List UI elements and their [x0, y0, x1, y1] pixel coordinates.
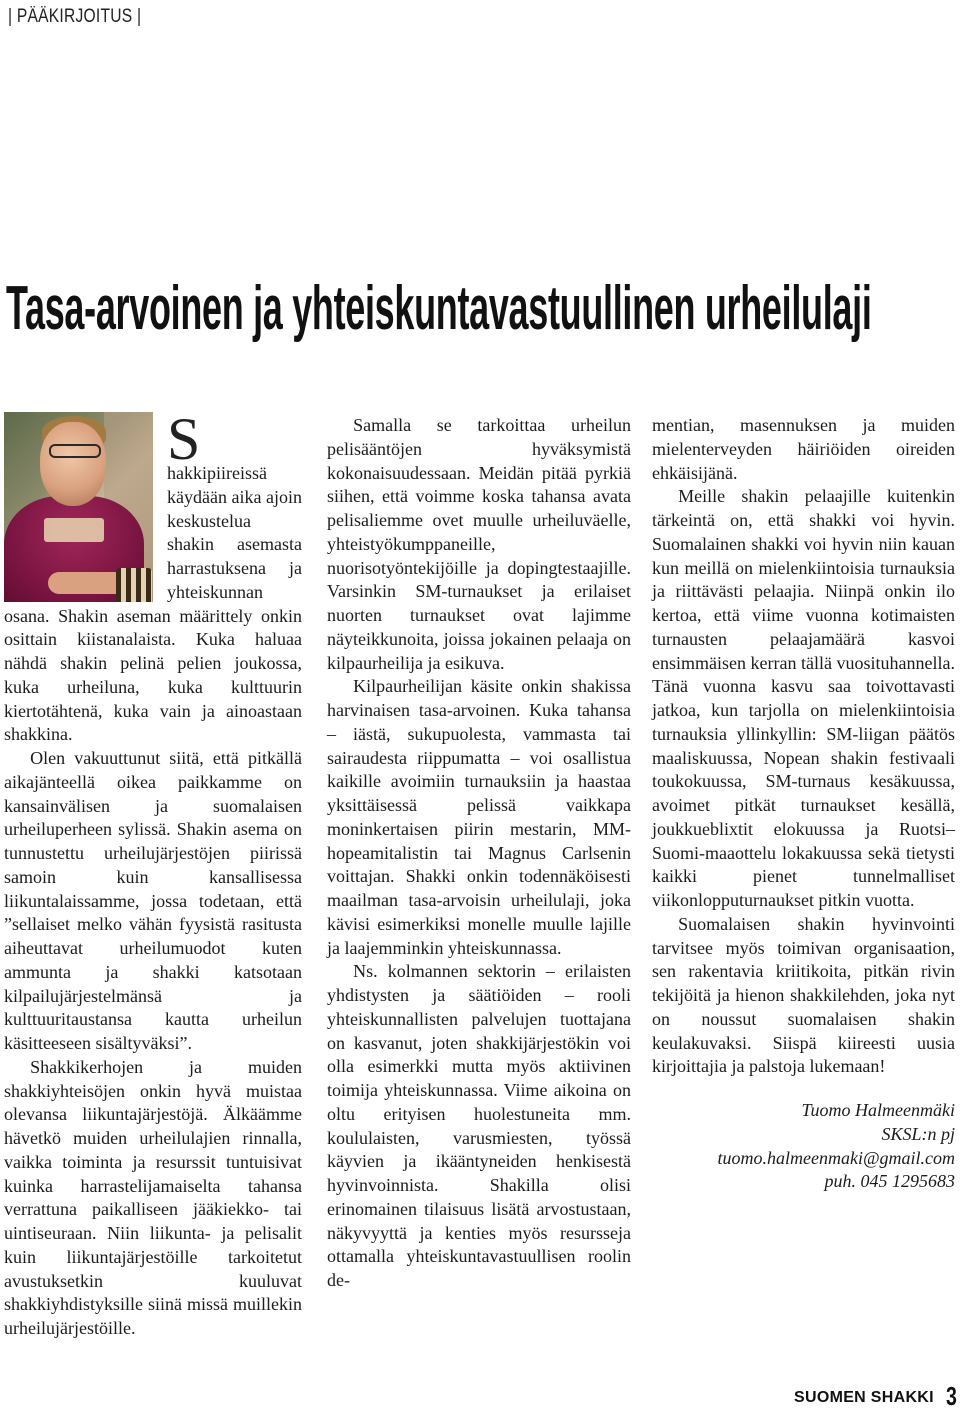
paragraph: Meille shakin pelaajille kuitenkin tärkeintä on, että shakki voi hyvin. Suomalainen shakki voi hyvin niin kauan kun meillä on mielenkiintoisia turnauksia ja riittävästi pelaajia. Niinpä onkin ilo kertoa, että viime vuonna kotimaisten turnausten pelaajamäärä kasvoi ensimmäisen kerran tällä vuosituhannella. Tänä vuonna kasvu saa toivottavasti jatkoa, kun tarjolla on mielenkiintoisia turnauksia yllinkyllin: SM-liigan päätös maaliskuussa, Nopean shakin festivaali toukokuussa, SM-turnaus kesäkuussa, avoimet pitkät turnaukset kesällä, joukkueblixtit elokuussa ja Ruotsi–Suomi-maaottelu lokakuussa sekä tietysti kaikki pienet tunnelmalliset viikonlopputurnaukset pitkin vuotta.: [652, 486, 955, 910]
author-role: SKSL:n pj: [881, 1123, 955, 1144]
paragraph: Olen vakuuttunut siitä, että pitkällä aikajänteellä oikea paikkamme on kansainvälisen ja suomalaisen urheiluperheen sylissä. Shakin asema on tunnustettu urheilujärjestöjen piirissä samoin kuin kansallisessa liikuntalaissamme, jossa todetaan, että ”sellaiset melko vähän fyysistä rasitusta aiheuttavat urheilumuodot kuten ammunta ja shakki katsotaan kilpailujärjestelmänsä ja kulttuuritaustansa kautta urheilun käsitteeseen sisältyväksi”.: [4, 748, 302, 1053]
section-tag: | PÄÄKIRJOITUS |: [8, 6, 142, 27]
article-column-2: [327, 414, 631, 1293]
paragraph: Suomalaisen shakin hyvinvointi tarvitsee myös toimivan organisaation, sen rakentavia kriitikoita, pitkän rivin tekijöitä ja hienon shakkilehden, joka nyt on noussut suomalaisen shakin keulakuvaksi. Siispä kiireesti uusia kirjoittajia ja palstoja lukemaan!: [652, 913, 955, 1077]
signature-block: [652, 1099, 955, 1194]
paragraph-text: hakkipiireissä käydään aika ajoin keskustelua shakin asemasta harrastuksena ja yhteiskunnan osana. Shakin aseman määrittely onkin osittain kiistanalaista. Kuka haluaa nähdä shakin pelinä pelien joukossa, kuka urheiluna, kuka kulttuurin kiertotähtenä, kuka vain ja ainoastaan shakkina.: [4, 463, 302, 745]
author-name: Tuomo Halmeenmäki: [801, 1100, 955, 1120]
author-phone: puh. 045 1295683: [824, 1171, 955, 1192]
paragraph: Samalla se tarkoittaa urheilun pelisääntöjen hyväksymistä kokonaisuudessaan. Meidän pitää pyrkiä siihen, että voimme koska tahansa avata pelisaliemme ovet muulle urheiluväelle, yhteistyökumppaneille, nuorisotyöntekijöille ja dopingtestaajille. Varsinkin SM-turnaukset ja erilaiset nuorten turnaukset ovat lajimme näyteikkunoita, joissa jokainen pelaaja on kilpaurheilija ja esikuva.: [327, 415, 631, 673]
article-column-1: [4, 406, 302, 1341]
publication-name: SUOMEN SHAKKI: [794, 1389, 934, 1406]
article-column-3: [652, 414, 955, 1194]
paragraph: Shakkikerhojen ja muiden shakkiyhteisöjen onkin hyvä muistaa olevansa liikuntajärjestöjä. Älkäämme hävetkö muiden urheilulajien rinnalla, vaikka toiminta ja resurssit tuntuisivat kuinka harrastelijamaiselta tahansa verrattuna paikalliseen jääkiekko- tai uintiseuraan. Niin liikunta- ja pelisalit kuin liikuntajärjestöille tarkoitetut avustuksetkin kuuluvat shakkiyhdistyksille siinä missä muillekin urheilujärjestöille.: [4, 1056, 302, 1338]
paragraph: Kilpaurheilijan käsite onkin shakissa harvinaisen tasa-arvoinen. Kuka tahansa – iästä, sukupuolesta, vammasta tai sairaudesta riippumatta – voi osallistua kaikille avoimiin turnauksiin ja haastaa yksittäisessä pelissä vaikkapa moninkertaisen piirin mestarin, MM-hopeamitalistin tai Magnus Carlsenin voittajan. Shakki onkin todennäköisesti maailman tasa-arvoisin urheilulaji, joka kävisi esimerkiksi monelle muulle lajille ja laajemminkin yhteiskunnassa.: [327, 676, 631, 958]
paragraph: mentian, masennuksen ja muiden mielenterveyden häiriöiden oireiden ehkäisijänä.: [652, 415, 955, 483]
author-email[interactable]: tuomo.halmeenmaki@gmail.com: [717, 1147, 955, 1168]
drop-cap: S: [167, 406, 201, 472]
article-headline: Tasa-arvoinen ja yhteiskuntavastuullinen urheilulaji: [6, 274, 872, 343]
paragraph: Ns. kolmannen sektorin – erilaisten yhdistysten ja säätiöiden – rooli yhteiskunnallisten palvelujen tuottajana on kasvanut, joten shakkijärjestökin voi olla esimerkki mutta myös aktiivinen toimija yhteiskunnassa. Viime aikoina on oltu erityisen huolestuneita mm. koululaisten, varusmiesten, työssä käyvien ja ikääntyneiden henkisestä hyvinvoinnista. Shakilla olisi erinomainen tilaisuus lisätä arvostustaan, näkyvyyttä ja kenties myös resursseja ottamalla yhteiskuntavastuullisen roolin de-: [327, 961, 631, 1290]
author-photo: [4, 412, 153, 602]
chess-pieces-graphic: [116, 568, 152, 602]
page-number: 3: [946, 1381, 957, 1411]
